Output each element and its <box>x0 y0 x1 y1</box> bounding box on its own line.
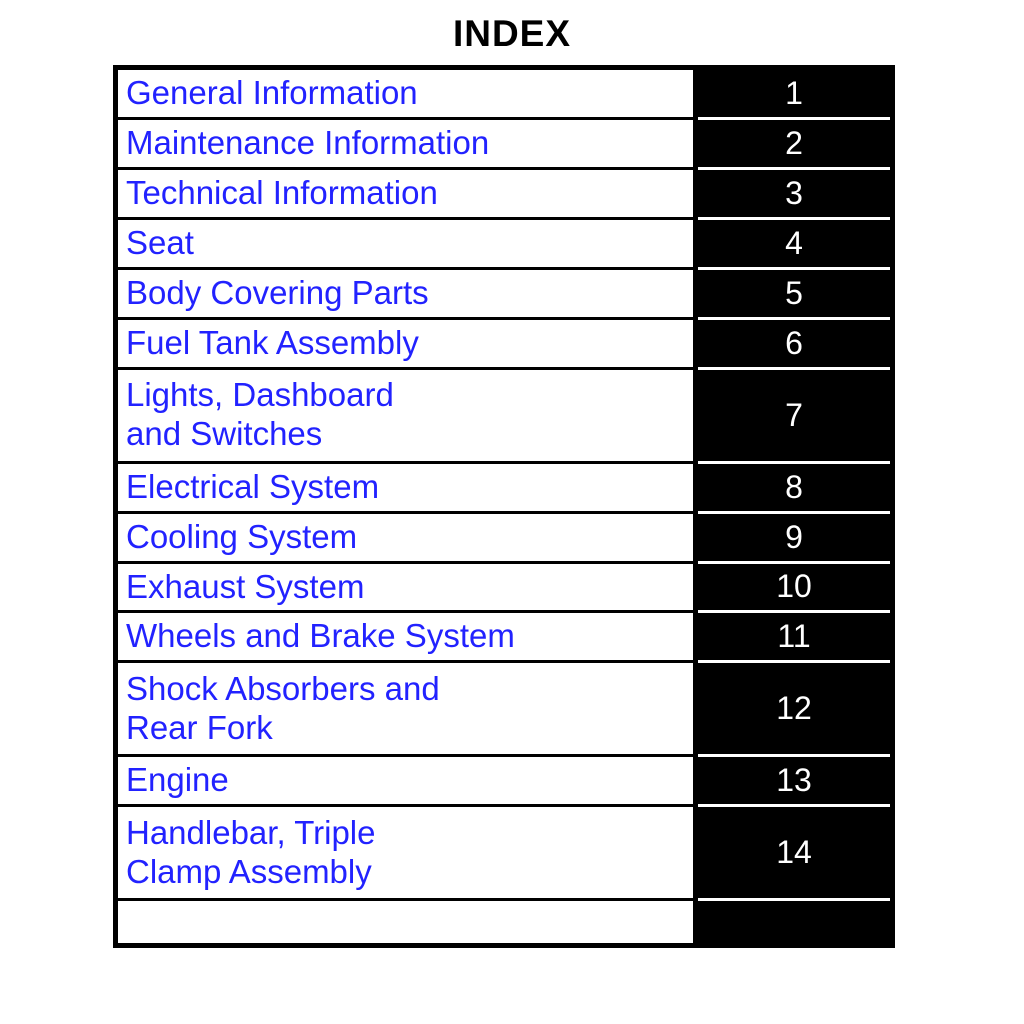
index-entry-title[interactable] <box>118 270 698 320</box>
index-entry-number: 11 <box>698 613 890 663</box>
index-entry-line: Handlebar, Triple <box>126 813 376 851</box>
table-row[interactable] <box>118 564 890 614</box>
index-entry-line: Cooling System <box>126 517 358 555</box>
index-entry-number: 6 <box>698 320 890 370</box>
table-row[interactable] <box>118 120 890 170</box>
index-table <box>113 65 895 948</box>
index-entry-number: 7 <box>698 370 890 464</box>
table-row[interactable] <box>118 370 890 464</box>
table-row[interactable] <box>118 320 890 370</box>
index-entry-number: 8 <box>698 464 890 514</box>
index-entry-title[interactable] <box>118 70 698 120</box>
index-entry-number: 1 <box>698 70 890 120</box>
index-entry-line: and Switches <box>126 415 323 453</box>
index-entry-title[interactable] <box>118 370 698 464</box>
index-entry-title[interactable] <box>118 663 698 757</box>
table-row[interactable] <box>118 464 890 514</box>
index-entry-line: Clamp Assembly <box>126 852 372 890</box>
table-row[interactable] <box>118 613 890 663</box>
table-row[interactable] <box>118 757 890 807</box>
index-entry-number <box>698 901 890 943</box>
index-entry-number: 13 <box>698 757 890 807</box>
index-entry-title[interactable] <box>118 564 698 614</box>
index-entry-title[interactable] <box>118 120 698 170</box>
index-entry-number: 10 <box>698 564 890 614</box>
table-row[interactable] <box>118 807 890 901</box>
index-entry-title[interactable] <box>118 514 698 564</box>
index-entry-number: 5 <box>698 270 890 320</box>
index-entry-title[interactable] <box>118 613 698 663</box>
index-entry-number: 4 <box>698 220 890 270</box>
index-entry-number: 2 <box>698 120 890 170</box>
index-entry-number: 9 <box>698 514 890 564</box>
index-entry-line: Lights, Dashboard <box>126 376 394 414</box>
table-row[interactable] <box>118 663 890 757</box>
index-entry-title <box>118 901 698 943</box>
index-entry-title[interactable] <box>118 170 698 220</box>
index-entry-line: Electrical System <box>126 467 380 505</box>
table-row-empty <box>118 901 890 943</box>
table-row[interactable] <box>118 270 890 320</box>
index-entry-line: Engine <box>126 761 229 799</box>
index-entry-line: Seat <box>126 223 194 261</box>
index-entry-title[interactable] <box>118 757 698 807</box>
index-entry-line: Technical Information <box>126 173 438 211</box>
table-row[interactable] <box>118 170 890 220</box>
index-entry-title[interactable] <box>118 807 698 901</box>
table-row[interactable] <box>118 514 890 564</box>
table-row[interactable] <box>118 220 890 270</box>
index-entry-line: Exhaust System <box>126 567 365 605</box>
index-entry-number: 14 <box>698 807 890 901</box>
index-entry-number: 3 <box>698 170 890 220</box>
index-entry-line: General Information <box>126 74 418 111</box>
index-entry-line: Body Covering Parts <box>126 273 429 311</box>
table-row[interactable] <box>118 70 890 120</box>
index-entry-line: Wheels and Brake System <box>126 617 515 655</box>
page-title: INDEX <box>452 13 572 54</box>
index-entry-line: Shock Absorbers and <box>126 669 440 707</box>
index-entry-line: Rear Fork <box>126 708 273 746</box>
index-entry-title[interactable] <box>118 464 698 514</box>
index-entry-number: 12 <box>698 663 890 757</box>
index-entry-title[interactable] <box>118 220 698 270</box>
index-entry-line: Fuel Tank Assembly <box>126 323 419 361</box>
index-entry-line: Maintenance Information <box>126 123 490 161</box>
index-entry-title[interactable] <box>118 320 698 370</box>
